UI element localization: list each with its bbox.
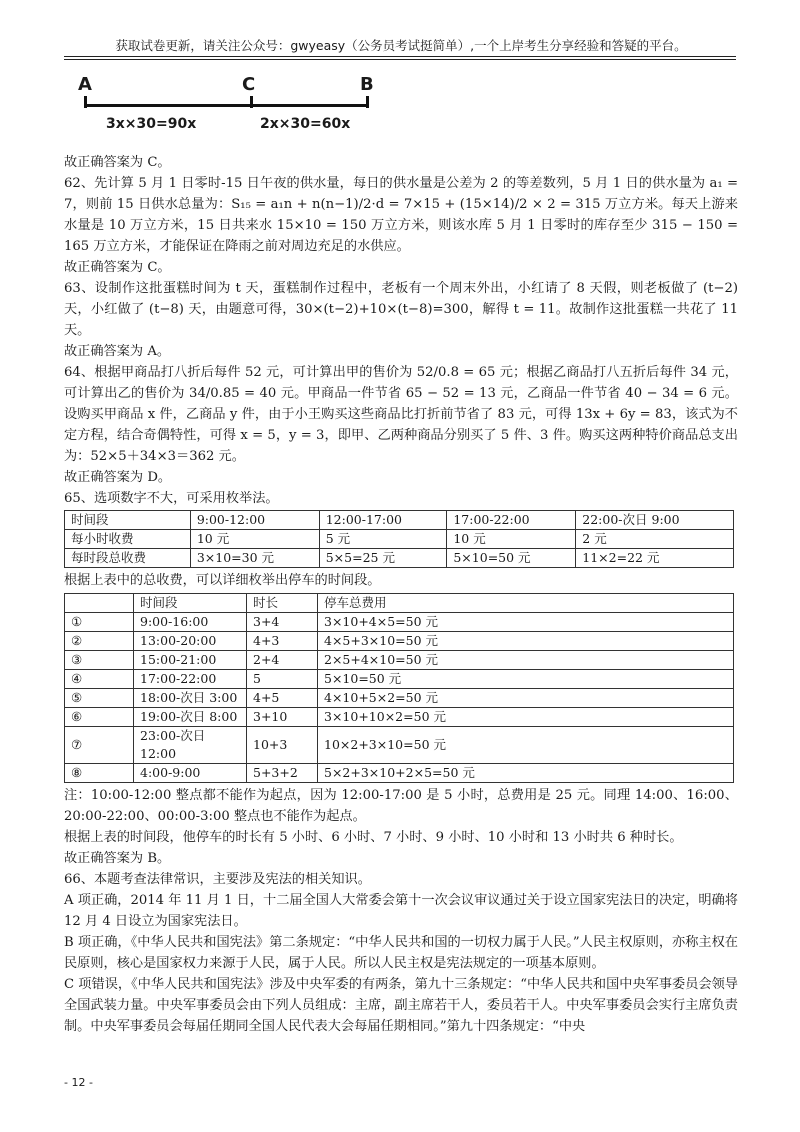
table-cell: 2×5+4×10=50 元 (318, 651, 734, 670)
table-cell: 9:00-16:00 (134, 613, 247, 632)
table-row (65, 511, 734, 530)
enumeration-intro: 根据上表中的总收费，可以详细枚举出停车的时间段。 (64, 573, 381, 588)
q66-option-b: B 项正确，《中华人民共和国宪法》第二条规定：“中华人民共和国的一切权力属于人民。”人民主权原则，亦称主权在民原则，核心是国家权力来源于人民，属于人民。所以人民主权是宪法规定的一项基本原则。 (64, 935, 738, 971)
table-cell: 5 (247, 670, 318, 689)
table-cell: 11×2=22 元 (576, 549, 734, 568)
point-b-label: B (360, 74, 374, 95)
table-header-cell: 时长 (247, 594, 318, 613)
page-number: - 12 - (64, 1076, 93, 1089)
q66-option-c: C 项错误，《中华人民共和国宪法》涉及中央军委的有两条，第九十三条规定：“中华人民共和国中央军事委员会领导全国武装力量。中央军事委员会由下列人员组成：主席，副主席若干人，委员若干人。中央军事委员会实行主席负责制。中央军事委员会每届任期同全国人民代表大会每届任期相同。”第九十四条规定：“中央 (64, 977, 738, 1034)
table-cell: 5×10=50 元 (318, 670, 734, 689)
table-cell: 10+3 (247, 727, 318, 764)
q66-intro: 66、本题考查法律常识，主要涉及宪法的相关知识。 (64, 872, 371, 887)
table-cell: 15:00-21:00 (134, 651, 247, 670)
table-cell: 12:00-17:00 (319, 511, 447, 530)
table-row (65, 549, 734, 568)
table-cell: 2+4 (247, 651, 318, 670)
table-row (65, 727, 734, 764)
table-row (65, 613, 734, 632)
table-header-cell: 时间段 (134, 594, 247, 613)
table-cell: 23:00-次日 12:00 (134, 727, 247, 764)
table-cell: 4:00-9:00 (134, 764, 247, 783)
caption-right: 2x×30=60x (260, 116, 351, 132)
table-cell: 3+10 (247, 708, 318, 727)
table-cell: 3+4 (247, 613, 318, 632)
table-cell: ④ (65, 670, 134, 689)
table-cell: 3×10=30 元 (190, 549, 319, 568)
table-cell: 3×10+10×2=50 元 (318, 708, 734, 727)
table-cell: ① (65, 613, 134, 632)
tick-a (84, 96, 87, 108)
table-cell: ⑧ (65, 764, 134, 783)
table-cell: 4+3 (247, 632, 318, 651)
fee-table (64, 510, 734, 568)
page-header: 获取试卷更新，请关注公众号：gwyeasy（公务员考试挺简单）,一个上岸考生分享经验和答疑的平台。 (115, 38, 687, 53)
table-cell: 18:00-次日 3:00 (134, 689, 247, 708)
table-cell: 3×10+4×5=50 元 (318, 613, 734, 632)
table-cell: 5×5=25 元 (319, 549, 447, 568)
q66-option-a: A 项正确，2014 年 11 月 1 日，十二届全国人大常委会第十一次会议审议通过关于设立国家宪法日的决定，明确将 12 月 4 日设立为国家宪法日。 (64, 893, 738, 929)
table-cell: ⑤ (65, 689, 134, 708)
table-cell: 19:00-次日 8:00 (134, 708, 247, 727)
segment-line (84, 104, 369, 107)
table-cell: 10 元 (447, 530, 576, 549)
table-cell: 时间段 (65, 511, 191, 530)
table-row (65, 651, 734, 670)
table-cell: 5×2+3×10+2×5=50 元 (318, 764, 734, 783)
q65-intro: 65、选项数字不大，可采用枚举法。 (64, 491, 279, 506)
table-cell: 22:00-次日 9:00 (576, 511, 734, 530)
table-cell: 5+3+2 (247, 764, 318, 783)
answer-line: 故正确答案为 A。 (64, 344, 171, 359)
table-cell: 9:00-12:00 (190, 511, 319, 530)
point-c-label: C (242, 74, 256, 95)
table-row (65, 530, 734, 549)
enumeration-table (64, 593, 734, 783)
q65-conclusion: 根据上表的时间段，他停车的时长有 5 小时、6 小时、7 小时、9 小时、10 小时和 13 小时共 6 种时长。 (64, 830, 683, 845)
answer-line: 故正确答案为 B。 (64, 851, 171, 866)
answer-line: 故正确答案为 C。 (64, 260, 171, 275)
caption-left: 3x×30=90x (106, 116, 197, 132)
table-header-row (65, 594, 734, 613)
table-header-cell: 停车总费用 (318, 594, 734, 613)
table-cell: 2 元 (576, 530, 734, 549)
header-rule (64, 56, 736, 60)
table-row (65, 708, 734, 727)
answer-line: 故正确答案为 C。 (64, 155, 171, 170)
table-row (65, 670, 734, 689)
answer-line: 故正确答案为 D。 (64, 470, 172, 485)
table-cell: 13:00-20:00 (134, 632, 247, 651)
table-cell: 5 元 (319, 530, 447, 549)
table-cell: 4×10+5×2=50 元 (318, 689, 734, 708)
tick-c (250, 96, 253, 108)
note-paragraph: 注：10:00-12:00 整点都不能作为起点，因为 12:00-17:00 是 5 小时，总费用是 25 元。同理 14:00、16:00、20:00-22:00、00:00-3:00 整点也不能作为起点。 (64, 788, 738, 824)
table-cell: ② (65, 632, 134, 651)
table-row (65, 632, 734, 651)
table-cell: 10×2+3×10=50 元 (318, 727, 734, 764)
table-header-cell (65, 594, 134, 613)
table-cell: 每时段总收费 (65, 549, 191, 568)
table-row (65, 689, 734, 708)
q64-paragraph: 64、根据甲商品打八折后每件 52 元，可计算出甲的售价为 52/0.8 = 65 元；根据乙商品打八五折后每件 34 元，可计算出乙的售价为 34/0.85 = 40 元。甲商品一件节省 65 − 52 = 13 元，乙商品一件节省 40 − 34 = 6 元。设购买甲商品 x 件，乙商品 y 件，由于小王购买这些商品比打折前节省了 83 元，可得 13x + 6y = 83，该式为不定方程，结合奇偶特性，可得 x = 5，y = 3，即甲、乙两种商品分别买了 5 件、3 件。购买这两种特价商品总支出为：52×5＋34×3＝362 元。 (64, 365, 738, 464)
table-cell: 10 元 (190, 530, 319, 549)
table-cell: 每小时收费 (65, 530, 191, 549)
point-a-label: A (78, 74, 92, 95)
segment-diagram (64, 66, 738, 152)
table-cell: 4×5+3×10=50 元 (318, 632, 734, 651)
table-cell: ③ (65, 651, 134, 670)
table-cell: ⑦ (65, 727, 134, 764)
table-cell: 17:00-22:00 (134, 670, 247, 689)
table-cell: 17:00-22:00 (447, 511, 576, 530)
table-cell: 5×10=50 元 (447, 549, 576, 568)
tick-b (366, 96, 369, 108)
q63-paragraph: 63、设制作这批蛋糕时间为 t 天，蛋糕制作过程中，老板有一个周末外出，小红请了 8 天假，则老板做了 (t−2) 天，小红做了 (t−8) 天，由题意可得，30×(t−2)+10×(t−8)=300，解得 t = 11。故制作这批蛋糕一共花了 11 天。 (64, 281, 738, 338)
table-row (65, 764, 734, 783)
page-body (64, 66, 738, 1037)
table-cell: ⑥ (65, 708, 134, 727)
table-cell: 4+5 (247, 689, 318, 708)
q62-paragraph: 62、先计算 5 月 1 日零时-15 日午夜的供水量，每日的供水量是公差为 2 的等差数列，5 月 1 日的供水量为 a₁ = 7，则前 15 日供水总量为：S₁₅ = a₁n + n(n−1)/2·d = 7×15 + (15×14)/2 × 2 = 315 万立方米。每天上游来水量是 10 万立方米，15 日共来水 15×10 = 150 万立方米，则该水库 5 月 1 日零时的库存至少 315 − 150 = 165 万立方米，才能保证在降雨之前对周边充足的水供应。 (64, 176, 738, 254)
